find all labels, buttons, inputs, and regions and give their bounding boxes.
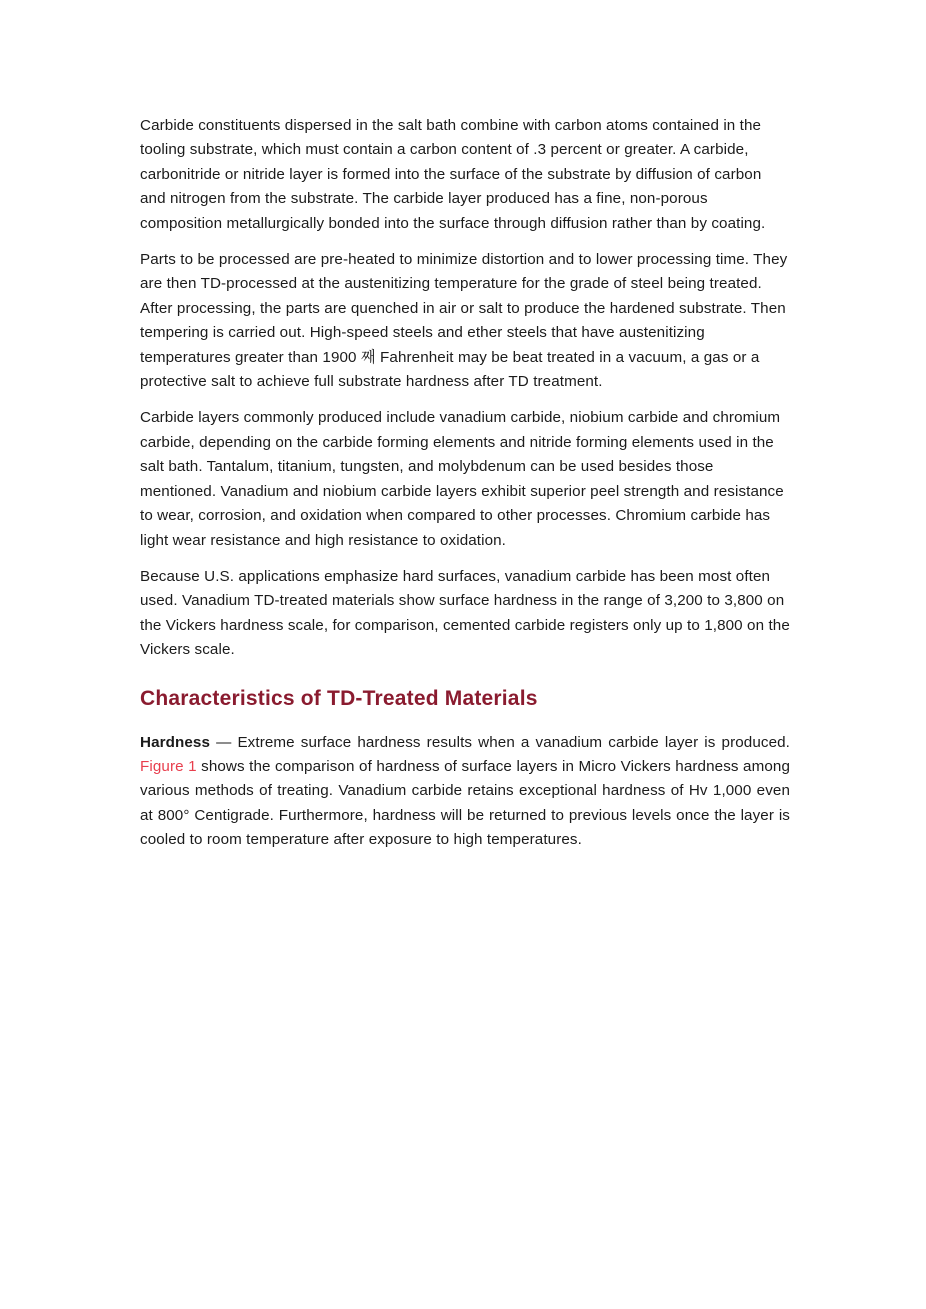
- hardness-text-after-link: shows the comparison of hardness of surface layers in Micro Vickers hardness among various methods of treating. Vanadium carbide retains exceptional hardness of Hv 1,000 even at 800° Centigrade. Furthermore, hardness will be returned to previous levels once the layer is cooled to room temperature after exposure to high temperatures.: [140, 757, 790, 849]
- section-heading-characteristics: Characteristics of TD-Treated Materials: [140, 686, 538, 710]
- paragraph-carbide-constituents: Carbide constituents dispersed in the salt bath combine with carbon atoms contained in the tooling substrate, which must contain a carbon content of .3 percent or greater. A carbide, carbonitride or nitride layer is formed into the surface of the substrate by diffusion of carbon and nitrogen from the substrate. The carbide layer produced has a fine, non-porous composition metallurgically bonded into the surface through diffusion rather than by coating.: [140, 117, 766, 232]
- paragraph-us-applications: Because U.S. applications emphasize hard surfaces, vanadium carbide has been most often used. Vanadium TD-treated materials show surface hardness in the range of 3,200 to 3,800 on the Vickers hardness scale, for comparison, cemented carbide registers only up to 1,800 on the Vickers scale.: [140, 567, 790, 659]
- hardness-bold-label: Hardness: [140, 733, 211, 751]
- document-content: [140, 114, 790, 853]
- paragraph-parts-processing: Parts to be processed are pre-heated to minimize distortion and to lower processing time. They are then TD-processed at the austenitizing temperature for the grade of steel being treated. After processing, the parts are quenched in air or salt to produce the hardened substrate. Then tempering is carried out. High-speed steels and ether steels that have austenitizing temperatures greater than 1900 째 Fahrenheit may be beat treated in a vacuum, a gas or a protective salt to achieve full substrate hardness after TD treatment.: [140, 251, 788, 391]
- figure-1-link[interactable]: Figure 1: [140, 757, 197, 775]
- hardness-text-before-link: — Extreme surface hardness results when a vanadium carbide layer is produced.: [210, 733, 790, 751]
- paragraph-carbide-layers: Carbide layers commonly produced include vanadium carbide, niobium carbide and chromium carbide, depending on the carbide forming elements and nitride forming elements used in the salt bath. Tantalum, titanium, tungsten, and molybdenum can be used besides those mentioned. Vanadium and niobium carbide layers exhibit superior peel strength and resistance to wear, corrosion, and oxidation when compared to other processes. Chromium carbide has light wear resistance and high resistance to oxidation.: [140, 409, 784, 549]
- paragraph-hardness: [140, 731, 790, 853]
